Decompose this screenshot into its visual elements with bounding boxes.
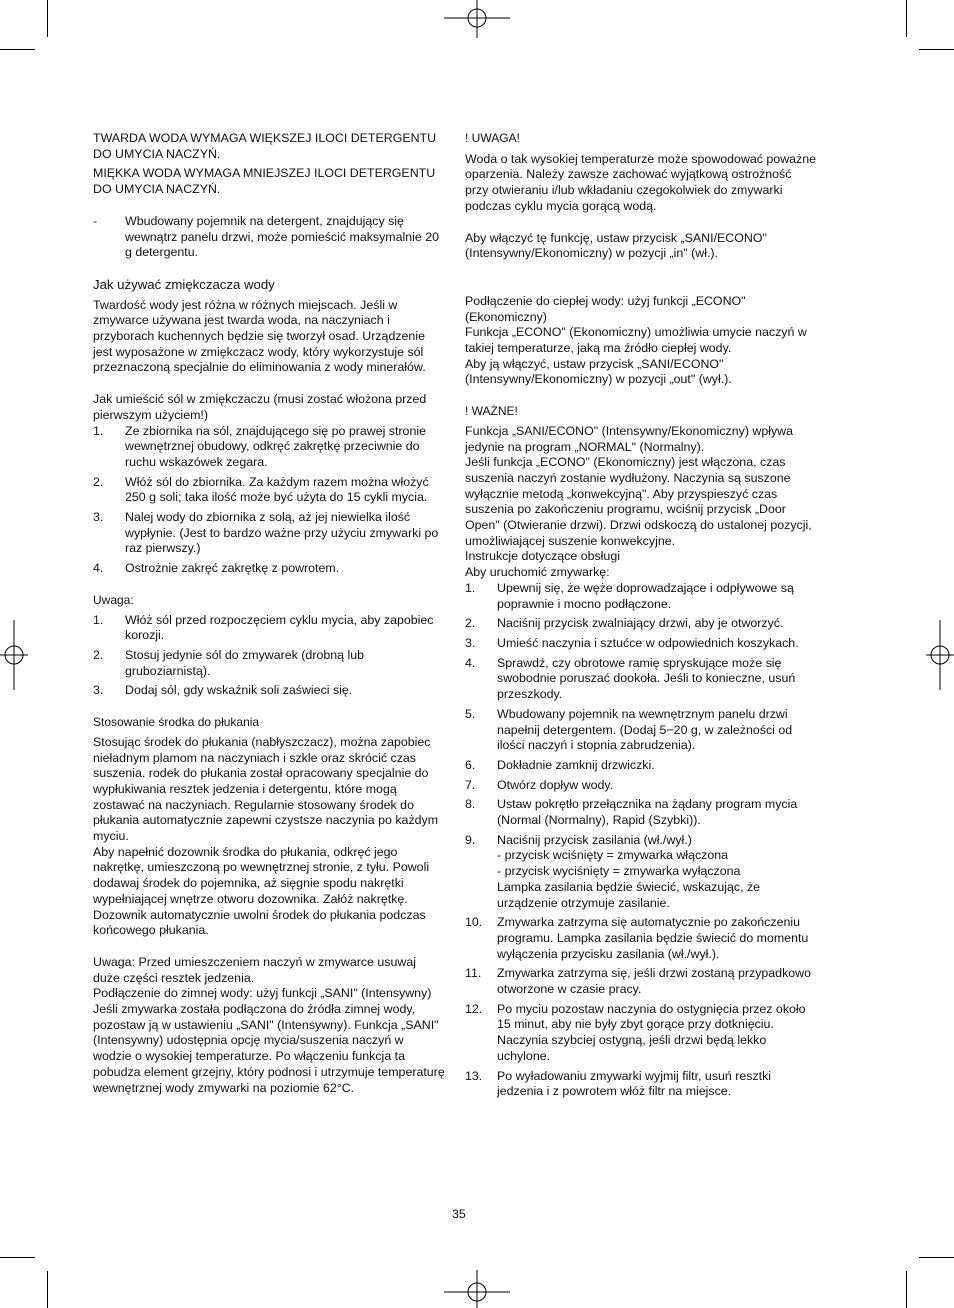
- list-number: 8.: [465, 797, 476, 812]
- econo-text: Funkcja „ECONO" (Ekonomiczny) umożliwia umycie naczyń w takiej temperaturze, jaką ma źródło ciepłej wody.: [465, 325, 807, 356]
- bullet-text: Wbudowany pojemnik na detergent, znajdujący się wewnątrz panelu drzwi, może pomieścić maksymalnie 20 g detergentu.: [125, 213, 440, 260]
- crop-mark: [47, 1271, 48, 1308]
- list-text: Ze zbiornika na sól, znajdującego się po prawej stronie wewnętrznej obudowy, odkręć zakrętkę przeciwnie do ruchu wskazówek zegara.: [125, 423, 426, 469]
- start-label: Aby uruchomić zmywarkę:: [465, 565, 610, 580]
- registration-mark-bottom: [444, 1270, 510, 1308]
- salt-intro: Jak umieścić sól w zmiękczaczu (musi zostać włożona przed pierwszym użyciem!): [93, 392, 427, 422]
- list-item: [465, 833, 817, 912]
- list-item: [93, 613, 445, 644]
- list-number: 2.: [93, 474, 104, 489]
- list-text: Zmywarka zatrzyma się, jeśli drzwi zostaną przypadkowo otworzone w czasie pracy.: [497, 966, 811, 997]
- list-number: 3.: [93, 683, 104, 698]
- note-steps-list: [93, 613, 445, 700]
- crop-mark: [919, 49, 954, 50]
- list-item: [465, 1002, 817, 1065]
- list-text: Ustaw pokrętło przełącznika na żądany program mycia (Normal (Normalny), Rapid (Szybki)).: [497, 797, 798, 828]
- list-number: 13.: [465, 1068, 483, 1083]
- right-column: [465, 131, 817, 1104]
- registration-mark-top: [444, 0, 510, 38]
- list-number: 10.: [465, 915, 483, 930]
- list-number: 7.: [465, 777, 476, 792]
- rinse-text: Stosując środek do płukania (nabłyszczacz), można zapobiec nieładnym plamom na naczyniach i szkle oraz skrócić czas suszenia. rodek do płukania został opracowany specjalnie do wypłukiwania resztek jedzenia i detergentu, które mogą zostawać na naczyniach. Regularnie stosowany środek do płukania automatycznie zapewni czystsze naczynia po każdym myciu.: [93, 734, 439, 844]
- list-item: [465, 915, 817, 962]
- list-text: Ostrożnie zakręć zakrętkę z powrotem.: [125, 561, 340, 576]
- softener-heading: Jak używać zmiękczacza wody: [93, 276, 275, 292]
- list-text: Po myciu pozostaw naczynia do ostygnięcia przez około 15 minut, aby nie były zbyt gorące przy dotknięciu. Naczynia szybciej ostygną, jeśli drzwi będą lekko uchylone.: [497, 1001, 806, 1063]
- list-item: [465, 966, 817, 997]
- list-number: 1.: [465, 580, 476, 595]
- list-number: 4.: [93, 561, 104, 576]
- list-number: 9.: [465, 832, 476, 847]
- important-text-2: Jeśli funkcja „ECONO" (Ekonomiczny) jest włączona, czas suszenia naczyń zostanie wydłużony. Naczynia są suszone wyłącznie metodą „konwekcyjną". Aby przyspieszyć czas suszenia po zakończeniu programu, wciśnij przycisk „Door Open" (Otwieranie drzwi). Drzwi odskoczą do ustalonej pozycji, umożliwiającej suszenie konwekcyjne.: [465, 455, 812, 548]
- list-number: 12.: [465, 1001, 483, 1016]
- list-text: Upewnij się, że węże doprowadzające i odpływowe są poprawnie i mocno podłączone.: [497, 580, 794, 611]
- list-text: Dodaj sól, gdy wskaźnik soli zaświeci się.: [125, 683, 353, 698]
- list-text: Zmywarka zatrzyma się automatycznie po zakończeniu programu. Lampka zasilania będzie świecić do momentu wyłączenia przycisku zasilania (wł./wył.).: [497, 915, 809, 961]
- list-subtext: - przycisk wyciśnięty = zmywarka wyłączona: [497, 864, 741, 879]
- registration-mark-left: [0, 620, 28, 690]
- rinse-heading: Stosowanie środka do płukania: [93, 715, 260, 730]
- list-number: 4.: [465, 655, 476, 670]
- registration-mark-right: [926, 620, 954, 690]
- list-item: [465, 581, 817, 612]
- salt-steps-list: [93, 424, 445, 577]
- bullet-marker: -: [93, 213, 98, 228]
- list-item: [93, 475, 445, 506]
- list-text: Wbudowany pojemnik na wewnętrznym panelu drzwi napełnij detergentem. (Dodaj 5−20 g, w zależności od ilości naczyń i stopnia zabrudzenia).: [497, 706, 793, 753]
- list-item: [465, 778, 817, 794]
- list-text: Stosuj jedynie sól do zmywarek (drobną lub gruboziarnistą).: [125, 647, 364, 678]
- cold-water-heading: Podłączenie do zimnej wody: użyj funkcji „SANI" (Intensywny): [93, 986, 432, 1001]
- left-column: [93, 131, 445, 1096]
- enable-econo-text: Aby ją włączyć, ustaw przycisk „SANI/ECONO" (Intensywny/Ekonomiczny) w pozycji „out" (wył.).: [465, 356, 732, 387]
- list-item: [465, 707, 817, 754]
- list-item: [93, 683, 445, 699]
- hard-water-note: TWARDA WODA WYMAGA WIĘKSZEJ ILOCI DETERGENTU DO UMYCIA NACZYŃ.: [93, 131, 437, 161]
- list-text: Po wyładowaniu zmywarki wyjmij filtr, usuń resztki jedzenia i z powrotem włóż filtr na miejsce.: [497, 1068, 772, 1099]
- list-text: Nalej wody do zbiornika z solą, aż jej niewielka ilość wypłynie. (Jest to bardzo ważne przy użyciu zmywarki po raz pierwszy.): [125, 510, 439, 556]
- list-number: 3.: [465, 635, 476, 650]
- crop-mark: [906, 0, 907, 37]
- list-number: 2.: [93, 647, 104, 662]
- list-number: 1.: [93, 612, 104, 627]
- important-text: Funkcja „SANI/ECONO" (Intensywny/Ekonomiczny) wpływa jedynie na program „NORMAL" (Normalny).: [465, 423, 794, 454]
- rinse-fill-text: Aby napełnić dozownik środka do płukania, odkręć jego nakrętkę, umieszczoną po wewnętrznej stronie, z tyłu. Powoli dodawaj środek do pojemnika, aż sięgnie spodu nakrętki wypełniającej wnętrze otworu dozownika. Załóż nakrętkę. Dozownik automatycznie uwolni środek do płukania podczas końcowego płukania.: [93, 844, 430, 938]
- list-number: 3.: [93, 510, 104, 525]
- list-text: Umieść naczynia i sztućce w odpowiednich koszykach.: [497, 635, 799, 650]
- list-text: Sprawdź, czy obrotowe ramię spryskujące może się swobodnie poruszać dookoła. Jeśli to konieczne, usuń przeszkody.: [497, 655, 796, 702]
- important-label: ! WAŻNE!: [465, 404, 518, 419]
- warning-text: Woda o tak wysokiej temperaturze może spowodować poważne oparzenia. Należy zawsze zachować wyjątkową ostrożność przy otwieraniu i/lub wkładaniu czegokolwiek do zmywarki podczas cyklu mycia gorącą wodą.: [465, 151, 817, 213]
- list-item: [93, 510, 445, 557]
- list-text: Włóż sól do zbiornika. Za każdym razem można włożyć 250 g soli; taka ilość może być użyta do 15 cykli mycia.: [125, 474, 429, 505]
- soft-water-note: MIĘKKA WODA WYMAGA MNIEJSZEJ ILOCI DETERGENTU DO UMYCIA NACZYŃ.: [93, 166, 436, 197]
- operation-steps-list: [465, 581, 817, 1100]
- list-number: 5.: [465, 706, 476, 721]
- list-text: Dokładnie zamknij drzwiczki.: [497, 757, 655, 772]
- list-text: Naciśnij przycisk zwalniający drzwi, aby je otworzyć.: [497, 616, 784, 631]
- list-item: [465, 636, 817, 652]
- crop-mark: [919, 1257, 954, 1258]
- list-item: [465, 1069, 817, 1100]
- detergent-bullet: [93, 214, 445, 261]
- list-item: [93, 424, 445, 471]
- remove-food-note: Uwaga: Przed umieszczeniem naczyń w zmywarce usuwaj duże części resztek jedzenia.: [93, 954, 416, 985]
- hot-water-heading: Podłączenie do ciepłej wody: użyj funkcji „ECONO" (Ekonomiczny): [465, 293, 746, 324]
- list-text: Otwórz dopływ wody.: [497, 777, 614, 792]
- list-item: [93, 648, 445, 679]
- warning-label: ! UWAGA!: [465, 131, 520, 145]
- enable-sani-text: Aby włączyć tę funkcję, ustaw przycisk „SANI/ECONO" (Intensywny/Ekonomiczny) w pozycji „in" (wł.).: [465, 230, 767, 261]
- list-number: 1.: [93, 423, 104, 438]
- list-subtext: - przycisk wciśnięty = zmywarka włączona: [497, 848, 729, 863]
- note-label: Uwaga:: [93, 592, 134, 607]
- page-number: 35: [452, 1207, 466, 1221]
- list-text: Włóż sól przed rozpoczęciem cyklu mycia, aby zapobiec korozji.: [125, 612, 434, 643]
- crop-mark: [0, 1257, 35, 1258]
- list-item: [465, 797, 817, 828]
- list-number: 11.: [465, 966, 482, 981]
- list-item: [93, 561, 445, 577]
- instructions-heading: Instrukcje dotyczące obsługi: [465, 549, 620, 564]
- list-number: 2.: [465, 616, 476, 631]
- list-item: [465, 656, 817, 703]
- list-item: [465, 758, 817, 774]
- list-text: Naciśnij przycisk zasilania (wł./wył.): [497, 832, 692, 847]
- list-number: 6.: [465, 757, 476, 772]
- crop-mark: [0, 49, 35, 50]
- softener-text: Twardość wody jest różna w różnych miejscach. Jeśli w zmywarce używana jest twarda woda, na naczyniach i przyborach kuchennych będzie się tworzył osad. Urządzenie jest wyposażone w zmiękczacz wody, który wykorzystuje sól przeznaczoną specjalnie do eliminowania z wody minerałów.: [93, 297, 426, 375]
- crop-mark: [906, 1271, 907, 1308]
- cold-water-text: Jeśli zmywarka została podłączona do źródła zimnej wody, pozostaw ją w ustawieniu „SANI" (Intensywny). Funkcja „SANI" (Intensywny) udostępnia opcję mycia/suszenia naczyń w wodzie o wysokiej temperaturze. Po włączeniu funkcja ta pobudza element grzejny, który podnosi i utrzymuje temperaturę wewnętrznej wody zmywarki na poziomie 62°C.: [93, 1002, 445, 1095]
- list-item: [465, 616, 817, 632]
- crop-mark: [47, 0, 48, 37]
- list-subtext: Lampka zasilania będzie świecić, wskazując, że urządzenie otrzymuje zasilanie.: [497, 879, 761, 910]
